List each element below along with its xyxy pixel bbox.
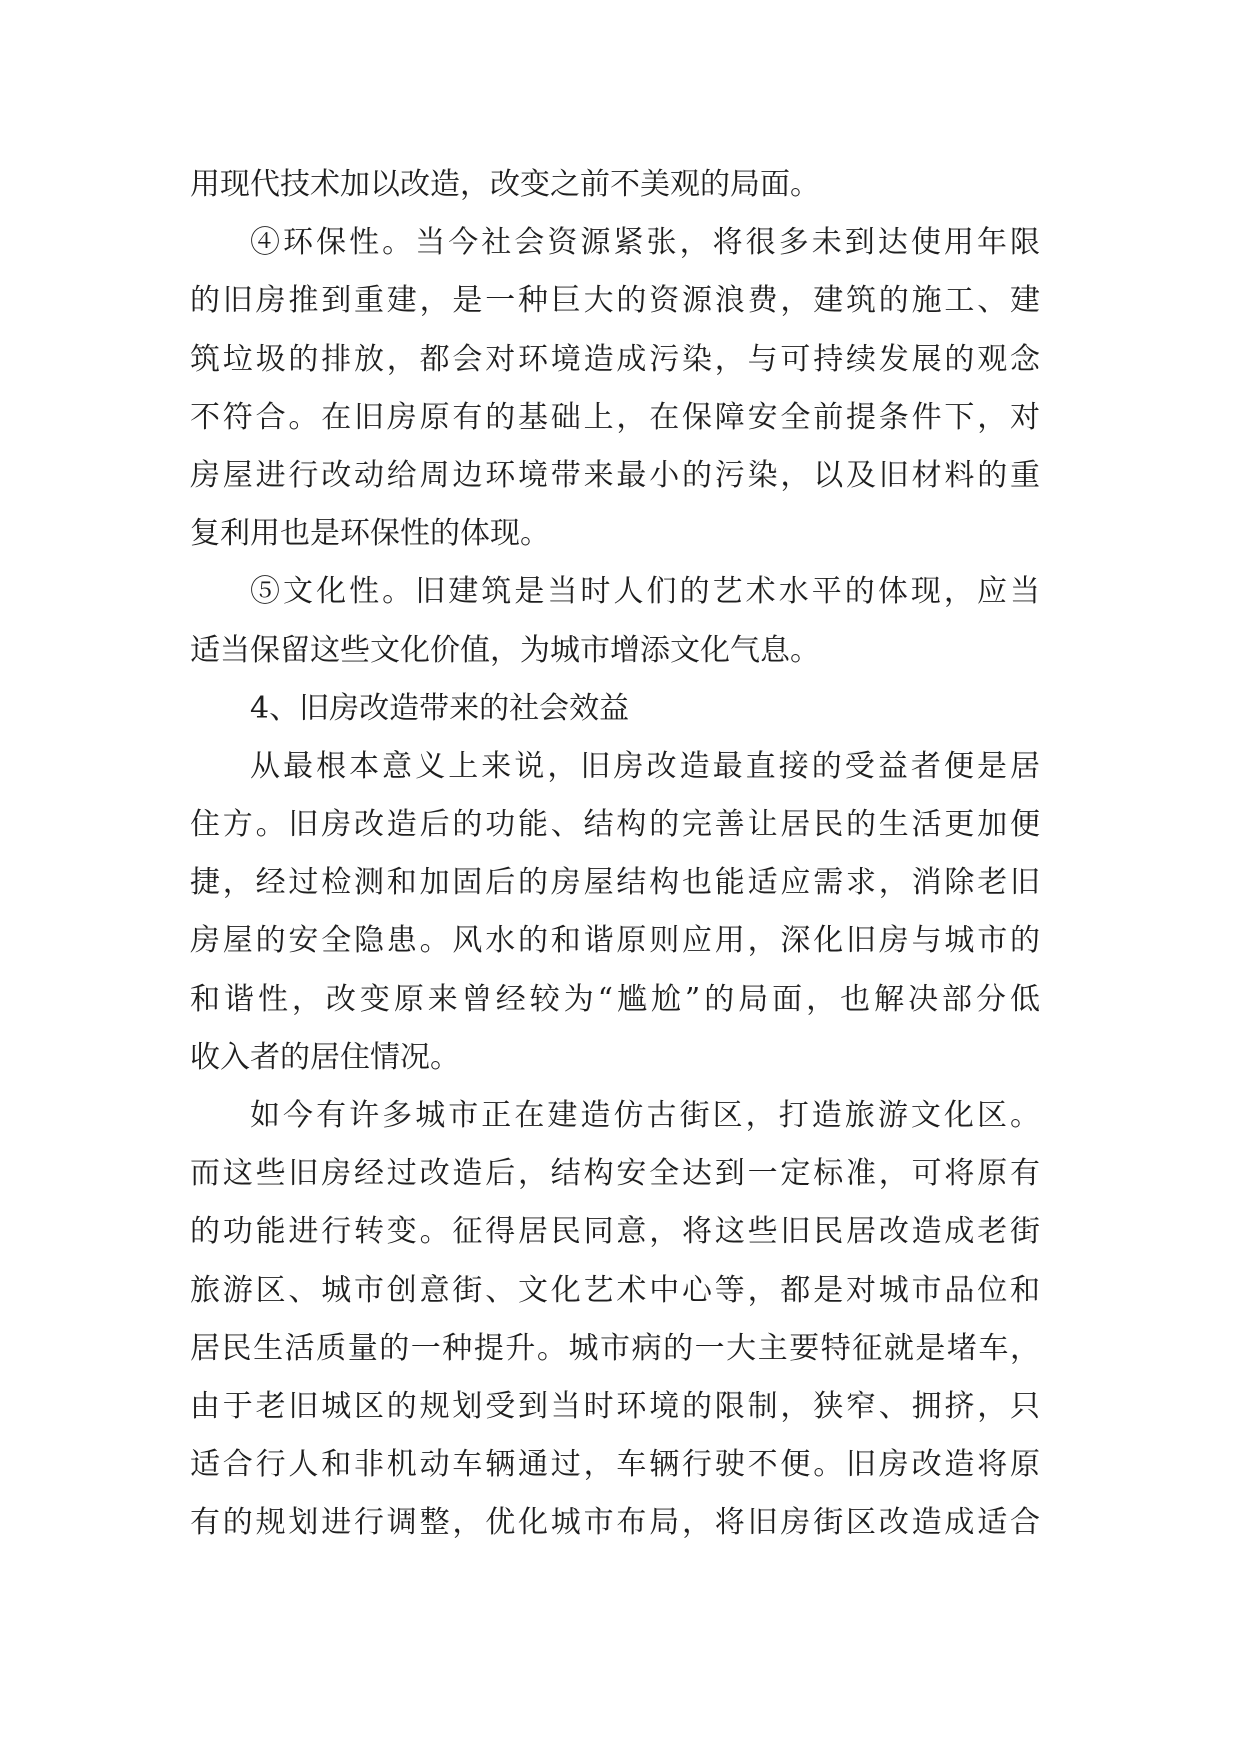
text-line: 不符合。在旧房原有的基础上，在保障安全前提条件下，对 [190,399,1040,435]
text-line: 由于老旧城区的规划受到当时环境的限制，狭窄、拥挤，只 [190,1388,1040,1424]
text-line: 适合行人和非机动车辆通过，车辆行驶不便。旧房改造将原 [190,1447,1040,1483]
text-line: 房屋进行改动给周边环境带来最小的污染，以及旧材料的重 [190,457,1040,493]
body-text [190,156,1040,1553]
paragraph-cultural [190,563,1040,679]
text-line: 适当保留这些文化价值，为城市增添文化气息。 [190,632,820,668]
text-line: 筑垃圾的排放，都会对环境造成污染，与可持续发展的观念 [190,341,1040,377]
paragraph-continued [190,156,1040,214]
section-heading [190,680,1040,738]
paragraph-environmental [190,214,1040,563]
text-line: 住方。旧房改造后的功能、结构的完善让居民的生活更加便 [190,807,1040,843]
text-line: ④环保性。当今社会资源紧张，将很多未到达使用年限 [250,225,1040,261]
text-line: 旅游区、城市创意街、文化艺术中心等，都是对城市品位和 [190,1272,1040,1308]
text-line: 而这些旧房经过改造后，结构安全达到一定标准，可将原有 [190,1156,1040,1192]
text-line: 从最根本意义上来说，旧房改造最直接的受益者便是居 [250,748,1040,784]
text-line: 用现代技术加以改造，改变之前不美观的局面。 [190,167,820,202]
section-heading-text: 4、旧房改造带来的社会效益 [250,690,630,726]
text-line: 居民生活质量的一种提升。城市病的一大主要特征就是堵车， [190,1330,1040,1366]
text-line: 复利用也是环保性的体现。 [190,516,550,552]
text-line: ⑤文化性。旧建筑是当时人们的艺术水平的体现，应当 [250,574,1040,610]
text-line: 的功能进行转变。征得居民同意，将这些旧民居改造成老街 [190,1214,1040,1250]
paragraph-social-benefit [190,738,1040,1087]
text-line: 如今有许多城市正在建造仿古街区，打造旅游文化区。 [250,1098,1040,1133]
text-line: 捷，经过检测和加固后的房屋结构也能适应需求，消除老旧 [190,865,1040,901]
text-line: 房屋的安全隐患。风水的和谐原则应用，深化旧房与城市的 [190,923,1040,959]
text-line: 和谐性，改变原来曾经较为“尴尬”的局面，也解决部分低 [190,981,1040,1017]
paragraph-urban-renewal [190,1087,1040,1553]
text-line: 收入者的居住情况。 [190,1039,460,1075]
text-line: 的旧房推到重建，是一种巨大的资源浪费，建筑的施工、建 [190,283,1040,319]
text-line: 有的规划进行调整，优化城市布局，将旧房街区改造成适合 [190,1505,1040,1541]
